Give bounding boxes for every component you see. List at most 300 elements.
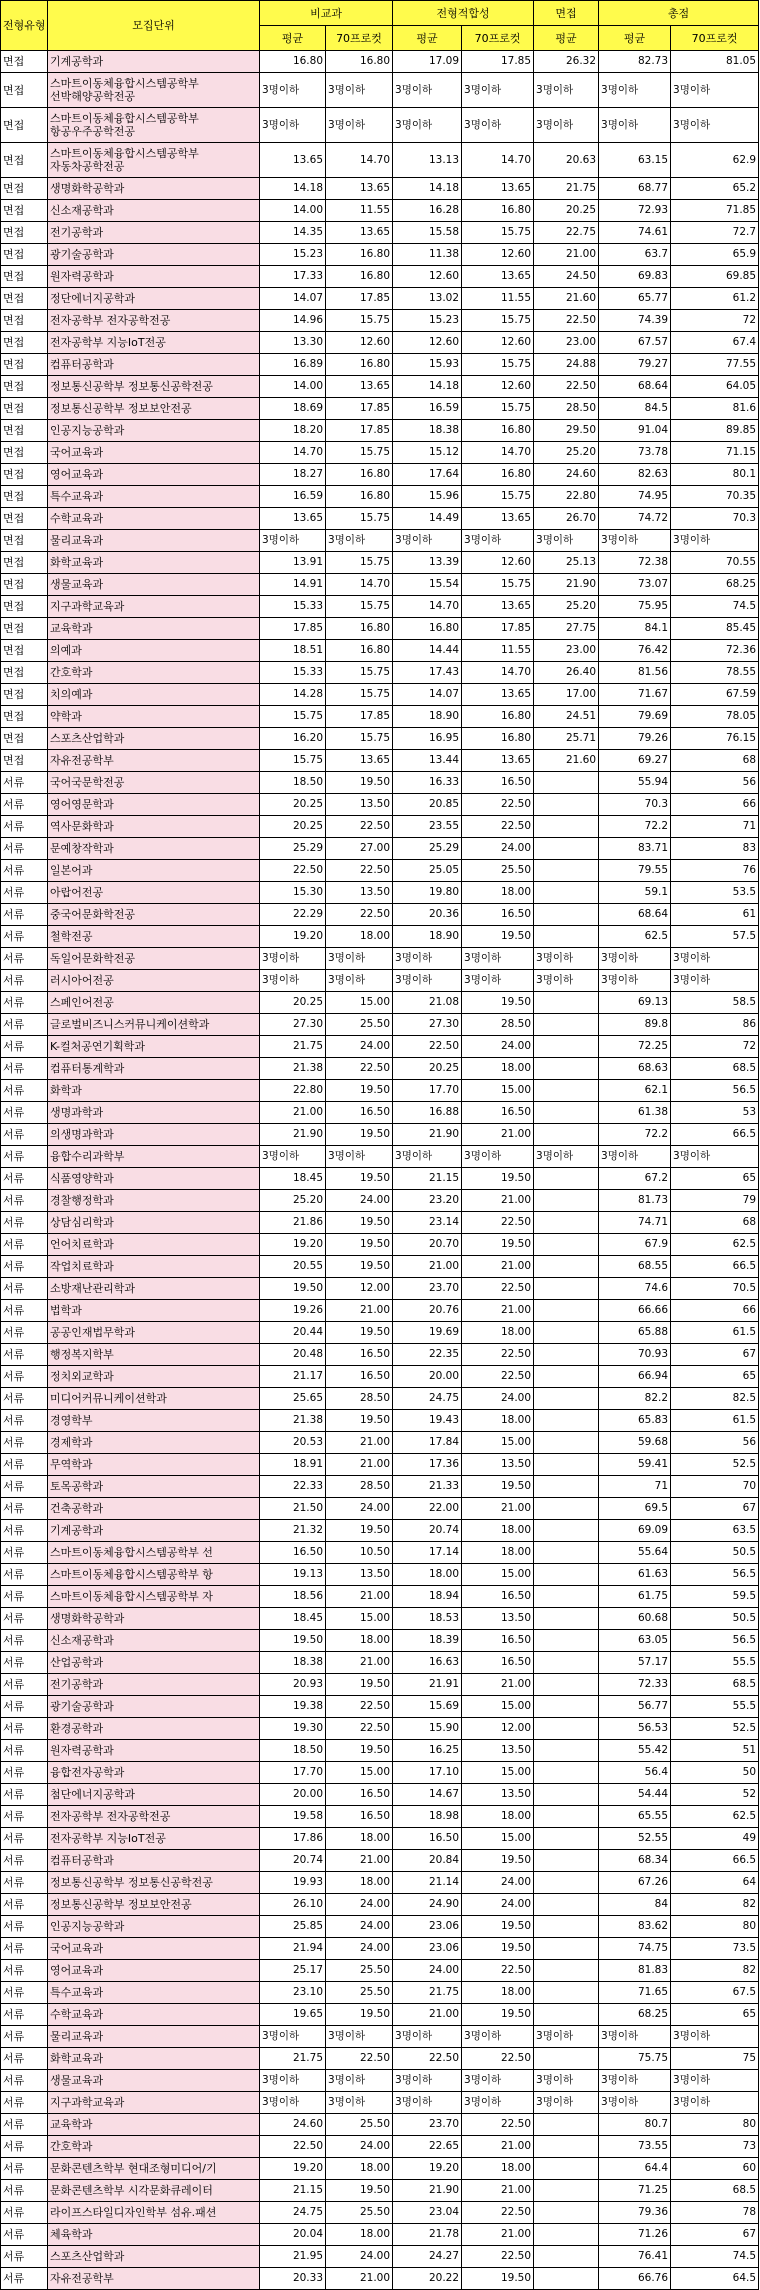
cell-total-p70: 74.5 <box>671 596 759 618</box>
cell-type: 서류 <box>1 2180 48 2202</box>
cell-fit-avg: 25.29 <box>393 838 462 860</box>
cell-total-p70: 86 <box>671 1014 759 1036</box>
cell-fit-avg: 23.04 <box>393 2202 462 2224</box>
cell-total-avg: 56.77 <box>599 1696 671 1718</box>
cell-interview-avg: 21.90 <box>534 574 599 596</box>
cell-comp-avg: 22.50 <box>260 2136 326 2158</box>
cell-comp-avg: 13.30 <box>260 332 326 354</box>
cell-fit-p70: 16.50 <box>462 1586 534 1608</box>
cell-comp-p70: 22.50 <box>326 1058 393 1080</box>
cell-total-avg: 72.25 <box>599 1036 671 1058</box>
cell-total-p70: 66.5 <box>671 1256 759 1278</box>
cell-comp-avg: 13.65 <box>260 508 326 530</box>
cell-fit-avg: 13.13 <box>393 143 462 178</box>
cell-interview-avg <box>534 1498 599 1520</box>
cell-interview-avg: 20.25 <box>534 200 599 222</box>
cell-comp-avg: 24.60 <box>260 2114 326 2136</box>
cell-type: 서류 <box>1 1344 48 1366</box>
cell-comp-p70: 3명이하 <box>326 948 393 970</box>
cell-fit-p70: 19.50 <box>462 1916 534 1938</box>
cell-comp-avg: 21.50 <box>260 1498 326 1520</box>
cell-fit-p70: 15.00 <box>462 1080 534 1102</box>
cell-total-p70: 77.55 <box>671 354 759 376</box>
cell-fit-avg: 15.12 <box>393 442 462 464</box>
cell-interview-avg <box>534 1102 599 1124</box>
cell-fit-p70: 15.75 <box>462 310 534 332</box>
table-row <box>1 1366 759 1388</box>
cell-type: 면접 <box>1 200 48 222</box>
cell-fit-avg: 17.14 <box>393 1542 462 1564</box>
cell-fit-avg: 16.33 <box>393 772 462 794</box>
cell-interview-avg <box>534 1828 599 1850</box>
cell-comp-p70: 16.50 <box>326 1806 393 1828</box>
table-row <box>1 1894 759 1916</box>
cell-comp-avg: 18.38 <box>260 1652 326 1674</box>
cell-comp-p70: 14.70 <box>326 574 393 596</box>
cell-unit: 무역학과 <box>48 1454 260 1476</box>
cell-fit-p70: 12.60 <box>462 244 534 266</box>
cell-type: 면접 <box>1 420 48 442</box>
cell-comp-avg: 21.32 <box>260 1520 326 1542</box>
cell-comp-p70: 21.00 <box>326 1652 393 1674</box>
cell-total-avg: 71.26 <box>599 2224 671 2246</box>
cell-fit-p70: 16.50 <box>462 772 534 794</box>
cell-comp-p70: 25.50 <box>326 1014 393 1036</box>
cell-comp-avg: 17.86 <box>260 1828 326 1850</box>
cell-total-p70: 70.3 <box>671 508 759 530</box>
header-interview: 면접 <box>534 1 599 26</box>
table-row <box>1 684 759 706</box>
cell-fit-avg: 21.00 <box>393 1256 462 1278</box>
cell-fit-avg: 12.60 <box>393 332 462 354</box>
cell-fit-p70: 16.80 <box>462 200 534 222</box>
cell-interview-avg: 22.50 <box>534 376 599 398</box>
cell-total-avg: 61.38 <box>599 1102 671 1124</box>
cell-total-avg: 82.63 <box>599 464 671 486</box>
cell-comp-p70: 19.50 <box>326 1168 393 1190</box>
cell-total-avg: 66.94 <box>599 1366 671 1388</box>
table-row <box>1 2092 759 2114</box>
cell-total-p70: 62.9 <box>671 143 759 178</box>
cell-comp-avg: 3명이하 <box>260 1146 326 1168</box>
table-row <box>1 1212 759 1234</box>
cell-type: 면접 <box>1 596 48 618</box>
cell-comp-p70: 21.00 <box>326 1454 393 1476</box>
cell-total-avg: 74.61 <box>599 222 671 244</box>
cell-total-avg: 83.71 <box>599 838 671 860</box>
cell-fit-avg: 14.49 <box>393 508 462 530</box>
table-row <box>1 1146 759 1168</box>
cell-fit-p70: 17.85 <box>462 51 534 73</box>
cell-total-p70: 62.5 <box>671 1806 759 1828</box>
cell-total-p70: 78 <box>671 2202 759 2224</box>
table-row <box>1 2224 759 2246</box>
cell-unit: 문화콘텐츠학부 현대조형미디어/기 <box>48 2158 260 2180</box>
cell-unit: 생명과학과 <box>48 1102 260 1124</box>
cell-fit-p70: 13.50 <box>462 1608 534 1630</box>
cell-total-avg: 72.93 <box>599 200 671 222</box>
cell-type: 면접 <box>1 222 48 244</box>
cell-comp-p70: 27.00 <box>326 838 393 860</box>
cell-total-p70: 64.05 <box>671 376 759 398</box>
table-row <box>1 882 759 904</box>
cell-total-avg: 83.62 <box>599 1916 671 1938</box>
header-fit: 전형적합성 <box>393 1 534 26</box>
cell-interview-avg <box>534 904 599 926</box>
cell-total-p70: 68.5 <box>671 1674 759 1696</box>
cell-total-avg: 69.27 <box>599 750 671 772</box>
cell-unit: 글로벌비즈니스커뮤니케이션학과 <box>48 1014 260 1036</box>
cell-comp-p70: 22.50 <box>326 904 393 926</box>
cell-comp-avg: 14.00 <box>260 200 326 222</box>
cell-type: 서류 <box>1 2070 48 2092</box>
table-row <box>1 794 759 816</box>
cell-total-avg: 69.13 <box>599 992 671 1014</box>
cell-fit-avg: 17.84 <box>393 1432 462 1454</box>
cell-interview-avg: 3명이하 <box>534 2026 599 2048</box>
cell-comp-avg: 19.26 <box>260 1300 326 1322</box>
cell-comp-avg: 18.45 <box>260 1168 326 1190</box>
table-row <box>1 464 759 486</box>
cell-unit: 정단에너지공학과 <box>48 288 260 310</box>
cell-interview-avg: 25.13 <box>534 552 599 574</box>
cell-comp-p70: 28.50 <box>326 1388 393 1410</box>
cell-interview-avg: 21.00 <box>534 244 599 266</box>
cell-type: 서류 <box>1 1674 48 1696</box>
cell-total-p70: 68.5 <box>671 2180 759 2202</box>
cell-comp-p70: 24.00 <box>326 1036 393 1058</box>
cell-total-avg: 74.6 <box>599 1278 671 1300</box>
cell-total-avg: 69.5 <box>599 1498 671 1520</box>
cell-total-avg: 76.41 <box>599 2246 671 2268</box>
cell-comp-p70: 16.80 <box>326 486 393 508</box>
cell-total-avg: 73.07 <box>599 574 671 596</box>
cell-fit-avg: 20.00 <box>393 1366 462 1388</box>
cell-type: 면접 <box>1 706 48 728</box>
cell-interview-avg: 27.75 <box>534 618 599 640</box>
cell-interview-avg <box>534 1608 599 1630</box>
cell-total-avg: 69.83 <box>599 266 671 288</box>
cell-fit-avg: 16.28 <box>393 200 462 222</box>
cell-type: 서류 <box>1 1366 48 1388</box>
header-comp-p70: 70프로컷 <box>326 26 393 51</box>
cell-total-p70: 75 <box>671 2048 759 2070</box>
cell-total-p70: 64 <box>671 1872 759 1894</box>
cell-fit-p70: 3명이하 <box>462 108 534 143</box>
table-row <box>1 750 759 772</box>
cell-comp-avg: 20.25 <box>260 794 326 816</box>
cell-comp-avg: 3명이하 <box>260 2092 326 2114</box>
cell-fit-p70: 21.00 <box>462 1498 534 1520</box>
cell-total-p70: 61 <box>671 904 759 926</box>
table-row <box>1 1850 759 1872</box>
cell-comp-p70: 15.75 <box>326 508 393 530</box>
cell-fit-avg: 21.91 <box>393 1674 462 1696</box>
cell-interview-avg: 23.00 <box>534 640 599 662</box>
cell-total-p70: 66.5 <box>671 1850 759 1872</box>
table-row <box>1 1652 759 1674</box>
cell-comp-avg: 25.20 <box>260 1190 326 1212</box>
cell-total-avg: 68.77 <box>599 178 671 200</box>
cell-comp-avg: 14.18 <box>260 178 326 200</box>
cell-fit-p70: 22.50 <box>462 1278 534 1300</box>
table-row <box>1 1102 759 1124</box>
table-row <box>1 2114 759 2136</box>
cell-unit: 체육학과 <box>48 2224 260 2246</box>
cell-unit: 수학교육과 <box>48 2004 260 2026</box>
table-row <box>1 596 759 618</box>
cell-fit-avg: 24.27 <box>393 2246 462 2268</box>
cell-fit-p70: 21.00 <box>462 2136 534 2158</box>
cell-fit-p70: 15.75 <box>462 486 534 508</box>
cell-interview-avg <box>534 2180 599 2202</box>
cell-interview-avg <box>534 1894 599 1916</box>
cell-fit-p70: 19.50 <box>462 926 534 948</box>
table-row <box>1 1938 759 1960</box>
cell-total-p70: 56 <box>671 1432 759 1454</box>
cell-fit-avg: 14.44 <box>393 640 462 662</box>
cell-comp-p70: 19.50 <box>326 1234 393 1256</box>
table-row <box>1 1036 759 1058</box>
cell-fit-p70: 22.50 <box>462 816 534 838</box>
cell-unit: 건축공학과 <box>48 1498 260 1520</box>
cell-comp-avg: 16.80 <box>260 51 326 73</box>
cell-fit-p70: 28.50 <box>462 1014 534 1036</box>
cell-unit: 특수교육과 <box>48 486 260 508</box>
cell-type: 면접 <box>1 508 48 530</box>
cell-type: 서류 <box>1 1190 48 1212</box>
cell-fit-p70: 22.50 <box>462 1212 534 1234</box>
cell-total-p70: 68 <box>671 750 759 772</box>
cell-fit-avg: 24.00 <box>393 1960 462 1982</box>
header-type: 전형유형 <box>1 1 48 51</box>
cell-total-p70: 65.2 <box>671 178 759 200</box>
cell-interview-avg <box>534 1564 599 1586</box>
cell-fit-avg: 22.65 <box>393 2136 462 2158</box>
cell-unit: 컴퓨터통계학과 <box>48 1058 260 1080</box>
cell-unit: 환경공학과 <box>48 1718 260 1740</box>
cell-comp-p70: 11.55 <box>326 200 393 222</box>
cell-comp-avg: 18.50 <box>260 1740 326 1762</box>
cell-unit: 정보통신공학부 정보통신공학전공 <box>48 376 260 398</box>
cell-comp-p70: 25.50 <box>326 2202 393 2224</box>
table-row <box>1 2202 759 2224</box>
cell-interview-avg: 3명이하 <box>534 2070 599 2092</box>
cell-interview-avg: 26.32 <box>534 51 599 73</box>
cell-unit: 자유전공학부 <box>48 750 260 772</box>
table-row <box>1 1256 759 1278</box>
cell-unit: 작업치료학과 <box>48 1256 260 1278</box>
cell-comp-avg: 3명이하 <box>260 2026 326 2048</box>
table-row <box>1 376 759 398</box>
cell-interview-avg <box>534 1586 599 1608</box>
cell-comp-p70: 16.80 <box>326 51 393 73</box>
cell-type: 서류 <box>1 1630 48 1652</box>
cell-comp-p70: 16.50 <box>326 1784 393 1806</box>
cell-comp-p70: 3명이하 <box>326 2092 393 2114</box>
cell-comp-p70: 13.50 <box>326 882 393 904</box>
cell-total-p70: 52 <box>671 1784 759 1806</box>
cell-comp-p70: 19.50 <box>326 1080 393 1102</box>
cell-interview-avg <box>534 1234 599 1256</box>
cell-total-avg: 67.57 <box>599 332 671 354</box>
cell-comp-p70: 16.80 <box>326 618 393 640</box>
cell-total-avg: 65.83 <box>599 1410 671 1432</box>
cell-interview-avg <box>534 1520 599 1542</box>
cell-comp-p70: 18.00 <box>326 1630 393 1652</box>
cell-type: 서류 <box>1 1696 48 1718</box>
cell-total-p70: 79 <box>671 1190 759 1212</box>
cell-unit: 토목공학과 <box>48 1476 260 1498</box>
cell-total-avg: 68.55 <box>599 1256 671 1278</box>
cell-comp-p70: 22.50 <box>326 1696 393 1718</box>
cell-comp-avg: 19.65 <box>260 2004 326 2026</box>
cell-interview-avg: 22.80 <box>534 486 599 508</box>
cell-unit: 생물교육과 <box>48 574 260 596</box>
cell-type: 서류 <box>1 992 48 1014</box>
cell-unit: 첨단에너지공학과 <box>48 1784 260 1806</box>
cell-fit-avg: 3명이하 <box>393 2026 462 2048</box>
cell-type: 서류 <box>1 2048 48 2070</box>
cell-unit: 법학과 <box>48 1300 260 1322</box>
cell-comp-p70: 12.60 <box>326 332 393 354</box>
cell-total-p70: 70.35 <box>671 486 759 508</box>
cell-total-avg: 71.65 <box>599 1982 671 2004</box>
cell-unit: 영어교육과 <box>48 464 260 486</box>
cell-fit-p70: 18.00 <box>462 882 534 904</box>
cell-total-avg: 79.27 <box>599 354 671 376</box>
cell-fit-p70: 13.65 <box>462 684 534 706</box>
cell-fit-avg: 20.74 <box>393 1520 462 1542</box>
table-row <box>1 816 759 838</box>
cell-comp-p70: 19.50 <box>326 1740 393 1762</box>
cell-comp-avg: 3명이하 <box>260 108 326 143</box>
cell-total-p70: 80 <box>671 2114 759 2136</box>
cell-total-p70: 3명이하 <box>671 2092 759 2114</box>
cell-type: 서류 <box>1 1300 48 1322</box>
cell-unit: 전기공학과 <box>48 222 260 244</box>
cell-comp-p70: 3명이하 <box>326 1146 393 1168</box>
cell-type: 서류 <box>1 2224 48 2246</box>
cell-unit: 전기공학과 <box>48 1674 260 1696</box>
cell-total-avg: 3명이하 <box>599 970 671 992</box>
cell-fit-p70: 19.50 <box>462 1234 534 1256</box>
cell-comp-p70: 19.50 <box>326 1212 393 1234</box>
cell-fit-avg: 24.75 <box>393 1388 462 1410</box>
cell-fit-p70: 21.00 <box>462 1190 534 1212</box>
cell-total-p70: 63.5 <box>671 1520 759 1542</box>
cell-comp-p70: 22.50 <box>326 860 393 882</box>
cell-total-p70: 65 <box>671 1168 759 1190</box>
cell-unit: 의예과 <box>48 640 260 662</box>
cell-comp-avg: 14.28 <box>260 684 326 706</box>
cell-type: 서류 <box>1 1762 48 1784</box>
cell-fit-avg: 16.95 <box>393 728 462 750</box>
cell-comp-avg: 22.33 <box>260 1476 326 1498</box>
cell-unit: 약학과 <box>48 706 260 728</box>
cell-fit-avg: 18.90 <box>393 926 462 948</box>
cell-type: 서류 <box>1 1212 48 1234</box>
cell-comp-p70: 25.50 <box>326 1960 393 1982</box>
cell-comp-avg: 20.04 <box>260 2224 326 2246</box>
cell-total-avg: 62.1 <box>599 1080 671 1102</box>
cell-total-avg: 65.77 <box>599 288 671 310</box>
cell-unit: 아랍어전공 <box>48 882 260 904</box>
table-row <box>1 1278 759 1300</box>
cell-type: 서류 <box>1 1102 48 1124</box>
cell-type: 서류 <box>1 1234 48 1256</box>
cell-unit: 생명화학공학과 <box>48 1608 260 1630</box>
cell-fit-avg: 21.90 <box>393 1124 462 1146</box>
cell-fit-avg: 21.00 <box>393 2004 462 2026</box>
cell-fit-p70: 16.80 <box>462 464 534 486</box>
cell-total-avg: 63.15 <box>599 143 671 178</box>
cell-unit: 간호학과 <box>48 2136 260 2158</box>
cell-comp-p70: 14.70 <box>326 143 393 178</box>
cell-total-p70: 60 <box>671 2158 759 2180</box>
cell-total-avg: 67.26 <box>599 1872 671 1894</box>
cell-fit-avg: 23.70 <box>393 1278 462 1300</box>
cell-interview-avg <box>534 838 599 860</box>
cell-fit-p70: 11.55 <box>462 640 534 662</box>
cell-unit: 화학교육과 <box>48 2048 260 2070</box>
cell-type: 면접 <box>1 574 48 596</box>
cell-total-avg: 59.41 <box>599 1454 671 1476</box>
table-row <box>1 222 759 244</box>
cell-type: 면접 <box>1 178 48 200</box>
cell-unit: 전자공학부 전자공학전공 <box>48 310 260 332</box>
cell-total-avg: 56.53 <box>599 1718 671 1740</box>
cell-comp-p70: 13.65 <box>326 376 393 398</box>
cell-comp-avg: 25.17 <box>260 1960 326 1982</box>
cell-total-avg: 59.68 <box>599 1432 671 1454</box>
cell-total-avg: 72.2 <box>599 816 671 838</box>
cell-type: 면접 <box>1 442 48 464</box>
cell-comp-p70: 17.85 <box>326 398 393 420</box>
cell-comp-avg: 21.75 <box>260 2048 326 2070</box>
cell-fit-avg: 3명이하 <box>393 1146 462 1168</box>
table-row <box>1 574 759 596</box>
cell-total-p70: 52.5 <box>671 1454 759 1476</box>
cell-comp-avg: 20.53 <box>260 1432 326 1454</box>
cell-fit-p70: 15.00 <box>462 1762 534 1784</box>
cell-fit-p70: 3명이하 <box>462 948 534 970</box>
cell-fit-p70: 15.00 <box>462 1564 534 1586</box>
cell-unit: 융합수리과학부 <box>48 1146 260 1168</box>
cell-total-avg: 57.17 <box>599 1652 671 1674</box>
cell-interview-avg <box>534 1476 599 1498</box>
cell-comp-avg: 23.10 <box>260 1982 326 2004</box>
cell-total-avg: 73.78 <box>599 442 671 464</box>
cell-type: 서류 <box>1 1058 48 1080</box>
cell-unit: 스마트이동체융합시스템공학부 자 <box>48 1586 260 1608</box>
cell-total-p70: 72 <box>671 1036 759 1058</box>
cell-total-p70: 67.5 <box>671 1982 759 2004</box>
cell-type: 면접 <box>1 244 48 266</box>
cell-type: 서류 <box>1 772 48 794</box>
cell-type: 서류 <box>1 1850 48 1872</box>
cell-total-avg: 72.38 <box>599 552 671 574</box>
cell-comp-p70: 18.00 <box>326 1828 393 1850</box>
cell-comp-avg: 20.00 <box>260 1784 326 1806</box>
cell-total-avg: 52.55 <box>599 1828 671 1850</box>
table-row <box>1 772 759 794</box>
cell-fit-avg: 14.18 <box>393 178 462 200</box>
cell-comp-avg: 21.38 <box>260 1410 326 1432</box>
cell-fit-avg: 17.43 <box>393 662 462 684</box>
cell-total-avg: 81.56 <box>599 662 671 684</box>
cell-total-avg: 70.3 <box>599 794 671 816</box>
